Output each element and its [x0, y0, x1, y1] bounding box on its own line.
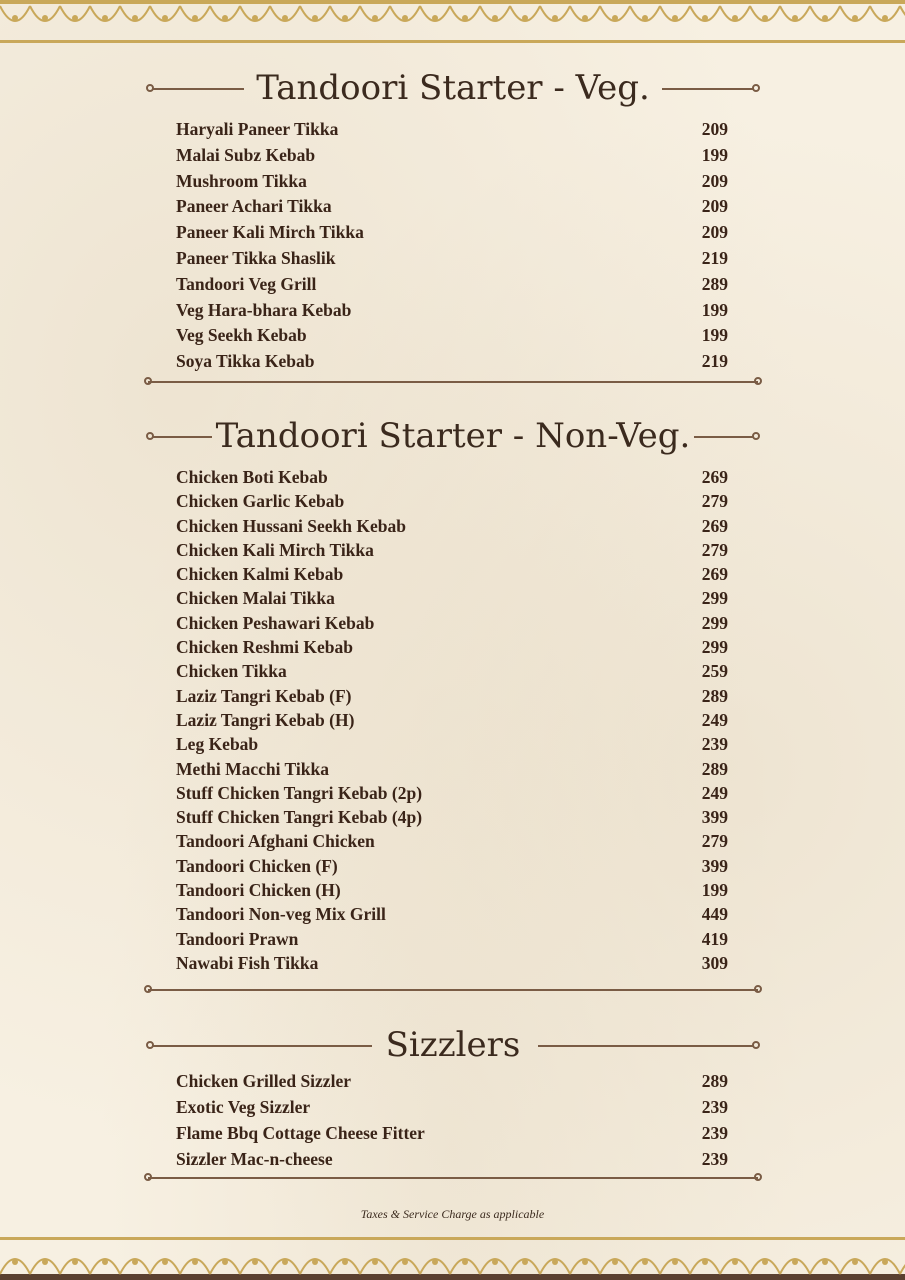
item-name: Nawabi Fish Tikka	[176, 952, 319, 973]
item-name: Chicken Kali Mirch Tikka	[176, 539, 374, 560]
border-dot	[102, 1259, 108, 1265]
border-dot	[252, 1259, 258, 1265]
item-name: Chicken Tikka	[176, 661, 287, 682]
border-dot	[342, 1259, 348, 1265]
border-dot	[72, 15, 78, 21]
border-dot	[252, 15, 258, 21]
border-dot	[582, 1259, 588, 1265]
border-dot	[822, 1259, 828, 1265]
item-name: Stuff Chicken Tangri Kebab (2p)	[176, 782, 423, 803]
item-price: 239	[701, 1123, 728, 1143]
item-price: 279	[701, 831, 728, 852]
item-name: Veg Seekh Kebab	[176, 325, 307, 346]
border-scallop	[900, 1259, 905, 1274]
item-price: 399	[701, 807, 728, 828]
item-name: Leg Kebab	[176, 734, 259, 755]
item-name: Paneer Tikka Shaslik	[176, 247, 336, 268]
item-name: Haryali Paneer Tikka	[176, 119, 339, 139]
item-name: Tandoori Afghani Chicken	[176, 831, 375, 852]
item-price: 219	[701, 247, 728, 268]
border-dot	[162, 1259, 168, 1265]
border-dot	[852, 15, 858, 21]
item-price: 259	[701, 661, 728, 682]
item-name: Paneer Achari Tikka	[176, 196, 332, 217]
item-name: Chicken Peshawari Kebab	[176, 612, 375, 633]
border-dot	[432, 15, 438, 21]
item-price: 299	[701, 637, 728, 658]
border-dot	[552, 1259, 558, 1265]
list-item	[176, 298, 728, 324]
item-price: 199	[701, 325, 728, 346]
item-price: 199	[701, 880, 728, 901]
item-name: Tandoori Chicken (H)	[176, 880, 341, 901]
list-item	[176, 757, 728, 781]
border-dot	[522, 15, 528, 21]
item-name: Chicken Garlic Kebab	[176, 491, 345, 512]
border-dot	[612, 1259, 618, 1265]
item-price: 239	[701, 734, 728, 755]
item-name: Soya Tikka Kebab	[176, 351, 315, 372]
footnote: Taxes & Service Charge as applicable	[360, 1207, 545, 1221]
item-name: Tandoori Prawn	[176, 928, 299, 949]
item-price: 209	[701, 196, 728, 217]
border-dot	[372, 1259, 378, 1265]
border-dot	[192, 15, 198, 21]
section-title: Tandoori Starter - Veg.	[256, 68, 650, 108]
border-dot	[732, 1259, 738, 1265]
item-price: 289	[701, 1071, 728, 1091]
item-price: 249	[701, 709, 728, 730]
item-price: 209	[701, 119, 728, 139]
border-dot	[642, 1259, 648, 1265]
item-name: Sizzler Mac-n-cheese	[176, 1149, 333, 1169]
item-price: 279	[701, 491, 728, 512]
border-dot	[642, 15, 648, 21]
border-dot	[462, 15, 468, 21]
section-header	[148, 416, 758, 456]
border-dot	[462, 1259, 468, 1265]
item-name: Paneer Kali Mirch Tikka	[176, 222, 364, 243]
item-name: Stuff Chicken Tangri Kebab (4p)	[176, 807, 423, 828]
list-item	[176, 117, 728, 143]
item-price: 269	[701, 515, 728, 536]
border-dot	[822, 15, 828, 21]
border-dot	[882, 15, 888, 21]
border-dot	[312, 15, 318, 21]
list-item	[176, 708, 728, 732]
item-price: 199	[701, 299, 728, 320]
item-name: Veg Hara-bhara Kebab	[176, 299, 352, 320]
item-price: 269	[701, 467, 728, 487]
item-name: Mushroom Tikka	[176, 170, 307, 191]
item-price: 419	[701, 928, 728, 949]
list-item	[176, 635, 728, 659]
list-item	[176, 349, 728, 375]
item-name: Tandoori Non-veg Mix Grill	[176, 904, 386, 925]
section-title: Tandoori Starter - Non-Veg.	[215, 416, 691, 456]
item-name: Tandoori Chicken (F)	[176, 855, 338, 876]
border-dot	[612, 15, 618, 21]
border-dot	[492, 15, 498, 21]
list-item	[176, 194, 728, 220]
section-header	[148, 68, 758, 108]
item-name: Flame Bbq Cottage Cheese Fitter	[176, 1123, 425, 1143]
border-dot	[132, 15, 138, 21]
border-scallop	[900, 6, 905, 21]
item-name: Tandoori Veg Grill	[176, 273, 317, 294]
list-item	[176, 246, 728, 272]
border-dot	[672, 15, 678, 21]
section-divider	[148, 381, 758, 383]
border-dot	[732, 15, 738, 21]
border-dot	[582, 15, 588, 21]
list-item	[176, 805, 728, 829]
list-item	[176, 659, 728, 683]
item-price: 209	[701, 170, 728, 191]
border-dot	[312, 1259, 318, 1265]
border-dot	[402, 1259, 408, 1265]
item-name: Chicken Grilled Sizzler	[176, 1071, 351, 1091]
bottom-ornamental-border	[0, 1234, 905, 1280]
item-price: 219	[701, 351, 728, 372]
list-item	[176, 781, 728, 805]
list-item	[176, 878, 728, 902]
item-name: Laziz Tangri Kebab (H)	[176, 709, 355, 730]
border-dot	[12, 15, 18, 21]
menu-list	[176, 465, 728, 975]
border-dot	[192, 1259, 198, 1265]
item-price: 209	[701, 222, 728, 243]
section-header	[148, 1025, 758, 1065]
item-name: Chicken Reshmi Kebab	[176, 637, 353, 658]
menu-list	[176, 117, 728, 375]
border-dot	[132, 1259, 138, 1265]
item-name: Laziz Tangri Kebab (F)	[176, 685, 352, 706]
item-price: 249	[701, 782, 728, 803]
border-dot	[372, 15, 378, 21]
item-price: 449	[701, 904, 728, 925]
border-dot	[792, 1259, 798, 1265]
item-price: 289	[701, 685, 728, 706]
border-dot	[162, 15, 168, 21]
list-item	[176, 684, 728, 708]
item-price: 299	[701, 612, 728, 633]
list-item	[176, 169, 728, 195]
list-item	[176, 323, 728, 349]
list-item	[176, 1147, 728, 1173]
item-name: Chicken Boti Kebab	[176, 467, 328, 487]
top-border-pattern	[0, 0, 905, 46]
border-dot	[792, 15, 798, 21]
border-dot	[72, 1259, 78, 1265]
item-price: 199	[701, 144, 728, 165]
list-item	[176, 611, 728, 635]
border-dot	[222, 15, 228, 21]
border-dot	[102, 15, 108, 21]
item-price: 239	[701, 1149, 728, 1169]
border-dot	[522, 1259, 528, 1265]
border-dot	[42, 15, 48, 21]
bottom-border-pattern	[0, 1234, 905, 1280]
list-item	[176, 1095, 728, 1121]
item-name: Methi Macchi Tikka	[176, 758, 329, 779]
list-item	[176, 951, 728, 975]
list-item	[176, 829, 728, 853]
border-dot	[702, 1259, 708, 1265]
list-item	[176, 732, 728, 756]
item-price: 399	[701, 855, 728, 876]
border-dot	[852, 1259, 858, 1265]
border-dot	[762, 15, 768, 21]
list-item	[176, 854, 728, 878]
border-dot	[552, 15, 558, 21]
item-name: Malai Subz Kebab	[176, 144, 316, 165]
border-dot	[492, 1259, 498, 1265]
top-ornamental-border	[0, 0, 905, 46]
item-name: Chicken Malai Tikka	[176, 588, 335, 609]
list-item	[176, 514, 728, 538]
border-dot	[12, 1259, 18, 1265]
list-item	[176, 902, 728, 926]
menu-list	[176, 1069, 728, 1173]
section-title: Sizzlers	[385, 1025, 521, 1065]
border-dot	[402, 15, 408, 21]
border-dot	[42, 1259, 48, 1265]
list-item	[176, 220, 728, 246]
item-price: 309	[701, 952, 728, 973]
border-dot	[672, 1259, 678, 1265]
list-item	[176, 1121, 728, 1147]
item-price: 289	[701, 758, 728, 779]
border-dot	[282, 15, 288, 21]
border-dot	[762, 1259, 768, 1265]
item-price: 239	[701, 1097, 728, 1117]
list-item	[176, 465, 728, 489]
item-name: Chicken Hussani Seekh Kebab	[176, 515, 406, 536]
list-item	[176, 143, 728, 169]
item-price: 279	[701, 539, 728, 560]
list-item	[176, 562, 728, 586]
list-item	[176, 538, 728, 562]
list-item	[176, 272, 728, 298]
border-dot	[882, 1259, 888, 1265]
section-divider	[148, 1177, 758, 1179]
border-dot	[342, 15, 348, 21]
section-divider	[148, 989, 758, 991]
item-price: 299	[701, 588, 728, 609]
list-item	[176, 586, 728, 610]
list-item	[176, 927, 728, 951]
border-dot	[282, 1259, 288, 1265]
border-dot	[432, 1259, 438, 1265]
item-name: Exotic Veg Sizzler	[176, 1097, 311, 1117]
list-item	[176, 489, 728, 513]
item-name: Chicken Kalmi Kebab	[176, 564, 344, 585]
item-price: 289	[701, 273, 728, 294]
border-dot	[222, 1259, 228, 1265]
list-item	[176, 1069, 728, 1095]
border-dot	[702, 15, 708, 21]
item-price: 269	[701, 564, 728, 585]
